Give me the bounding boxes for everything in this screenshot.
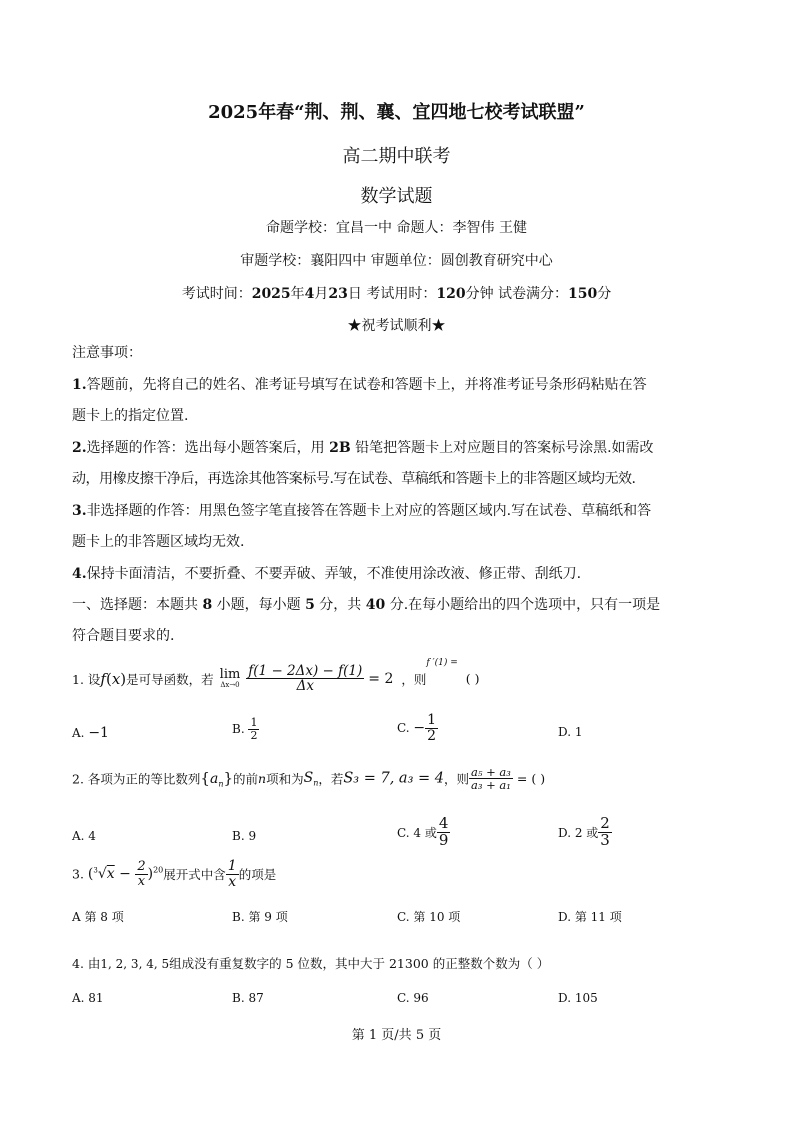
title-year: 2025 [208,102,259,123]
q2-option-b[interactable]: B. 9 [232,829,257,843]
title-text: 年春“荆、荆、襄、宜四地七校考试联盟” [258,102,585,123]
note-1-line-2: 题卡上的指定位置. [72,408,189,424]
exam-title [0,98,793,124]
q4-option-a[interactable]: A. 81 [72,991,104,1005]
question-3-stem: 3. ($^3$√x − $\frac{2}{x}$ )$^{20}$展开式中含 $\frac{1}{x}$ 的项是 [72,858,277,890]
q1-option-d[interactable]: D. 1 [558,725,583,739]
section-1-intro-line-1: 一、选择题：本题共 8 小题，每小题 5 分，共 40 分.在每小题给出的四个选项中，只有一项是 [72,597,661,613]
limit-operator: lim Δx→0 [219,666,241,689]
note-3-line-1: 3.非选择题的作答：用黑色签字笔直接答在答题卡上对应的答题区域内.写在试卷、草稿纸和答 [72,503,652,519]
q3-option-b[interactable]: B. 第 9 项 [232,910,288,924]
limit-fraction: $\frac{f(1 - 2\Delta x) - f(1)}{\Delta x}$ [248,663,363,695]
note-1-line-1: 1.答题前，先将自己的姓名、准考证号填写在试卷和答题卡上，并将准考证号条形码粘贴在答 [72,377,647,393]
q2-option-c[interactable]: C. 4 或 $\frac{4}{9}$ [397,814,449,849]
meta-reviewer: 审题学校：襄阳四中 审题单位：圆创教育研究中心 [240,253,553,269]
question-1-stem: 1. 设f(x)是可导函数，若 lim Δx→0 $\frac{f(1 - 2\Delta x) - f(1)}{\Delta x}$ = 2 ，则f ′(1) =( ) [72,658,480,695]
question-2-stem: 2. 各项为正的等比数列$\{a_n\}$的前n项和为$S_n$，若S₃ = 7, a₃ = 4，则 $\frac{\text{a₅ + a₃}}{\text{a₃ + a₁}}$ = ( ) [72,765,546,793]
meta-setter: 命题学校：宜昌一中 命题人：李智伟 王健 [266,220,527,236]
q4-option-c[interactable]: C. 96 [397,991,429,1005]
note-2-line-1: 2.选择题的作答：选出每小题答案后，用 2B 铅笔把答题卡上对应题目的答案标号涂黑.如需改 [72,440,654,456]
meta-exam-time: 考试时间：2025年4月23日 考试用时：120分钟 试卷满分：150分 [181,286,612,302]
q1-option-a[interactable]: A. −1 [72,725,109,741]
exam-subtitle: 高二期中联考 [342,146,451,167]
page-footer: 第 1 页/共 5 页 [351,1028,442,1043]
q2-option-d[interactable]: D. 2 或 $\frac{2}{3}$ [558,814,610,849]
note-4-line-1: 4.保持卡面清洁，不要折叠、不要弄破、弄皱，不准使用涂改液、修正带、刮纸刀. [72,566,582,582]
binomial-expression: ($^3$√x − $\frac{2}{x}$ )$^{20}$ [87,859,164,889]
question-4-stem: 4. 由1, 2, 3, 4, 5组成没有重复数字的 5 位数，其中大于 21300 的正整数个数为（ ） [72,956,550,971]
q2-option-a[interactable]: A. 4 [72,829,96,843]
note-2-line-2: 动，用橡皮擦干净后，再选涂其他答案标号.写在试卷、草稿纸和答题卡上的非答题区域均无效. [72,471,636,487]
q4-option-d[interactable]: D. 105 [558,991,598,1005]
q3-option-c[interactable]: C. 第 10 项 [397,910,461,924]
good-luck-line: ★祝考试顺利★ [347,318,446,334]
ratio-fraction: $\frac{\text{a₅ + a₃}}{\text{a₃ + a₁}}$ [471,765,511,793]
section-1-intro-line-2: 符合题目要求的. [72,628,175,644]
q1-option-c[interactable]: C. − $\frac{1}{2}$ [397,712,437,744]
note-3-line-2: 题卡上的非答题区域均无效. [72,534,245,550]
exam-subject: 数学试题 [360,186,433,207]
q3-option-a[interactable]: A 第 8 项 [72,910,124,924]
notes-heading: 注意事项： [72,345,142,361]
q4-option-b[interactable]: B. 87 [232,991,264,1005]
q1-option-b[interactable]: B. $\frac{1}{2}$ [232,716,258,742]
q3-option-d[interactable]: D. 第 11 项 [558,910,622,924]
